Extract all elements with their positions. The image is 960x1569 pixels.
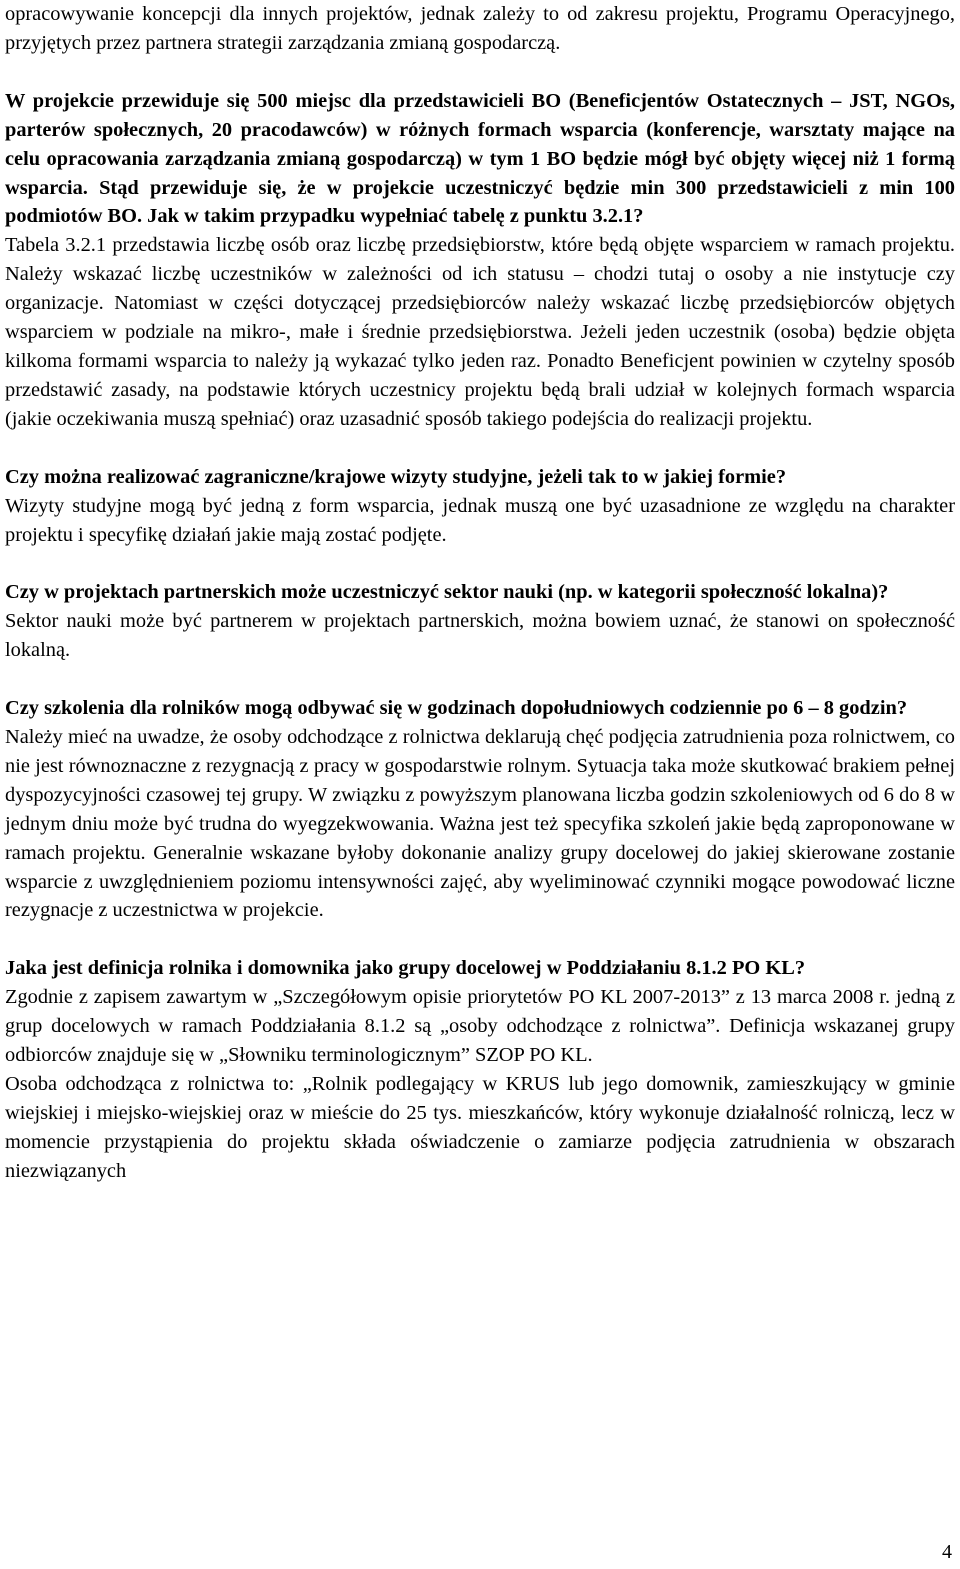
paragraph-spacer [5,925,955,954]
answer-farmer-definition: Zgodnie z zapisem zawartym w „Szczegółowym opisie priorytetów PO KL 2007-2013” z 13 marca 2008 r. jedną z grup docelowych w ramach Poddziałania 8.1.2 są „osoby odchodzące z rolnictwa”. Definicja wskazanej grupy odbiorców znajduje się w „Słowniku terminologicznym” SZOP PO KL. [5,986,955,1067]
question-science-sector: Czy w projektach partnerskich może uczestniczyć sektor nauki (np. w kategorii społeczność lokalna)? [5,581,889,604]
answer-farmer-definition-continued: Osoba odchodząca z rolnictwa to: „Rolnik podlegający w KRUS lub jego domownik, zamieszkujący w gminie wiejskiej i miejsko-wiejskiej oraz w mieście do 25 tys. mieszkańców, który wykonuje działalność rolniczą, lecz w momencie przystąpienia do projektu składa oświadczenie o zamiarze podjęcia zatrudnienia w obszarach niezwiązanych [5,1073,955,1182]
page-number: 4 [942,1541,952,1563]
document-page [5,0,955,1186]
intro-continuation-paragraph: opracowywanie koncepcji dla innych projektów, jednak zależy to od zakresu projektu, Programu Operacyjnego, przyjętych przez partnera strategii zarządzania zmianą gospodarczą. [5,3,955,54]
answer-study-visits: Wizyty studyjne mogą być jedną z form wsparcia, jednak muszą one być uzasadnione ze względu na charakter projektu i specyfikę działań jakie mają zostać podjęte. [5,494,955,546]
paragraph-spacer [5,434,955,463]
paragraph-spacer [5,549,955,578]
paragraph-spacer [5,665,955,694]
answer-table-321: Tabela 3.2.1 przedstawia liczbę osób oraz liczbę przedsiębiorstw, które będą objęte wsparciem w ramach projektu. Należy wskazać liczbę uczestników w zależności od ich statusu – chodzi tutaj o osoby a nie instytucje czy organizacje. Natomiast w części dotyczącej przedsiębiorców należy wskazać liczbę przedsiębiorców objętych wsparciem w podziale na mikro-, małe i średnie przedsiębiorstwa. Jeżeli jeden uczestnik (osoba) będzie objęta kilkoma formami wsparcia to należy ją wykazać tylko jeden raz. Ponadto Beneficjent powinien w czytelny sposób przedstawić zasady, na podstawie których uczestnicy projektu będą brali udział w kolejnych formach wsparcia (jakie oczekiwania muszą spełniać) oraz uzasadnić sposób takiego podejścia do realizacji projektu. [5,234,955,430]
question-study-visits: Czy można realizować zagraniczne/krajowe wizyty studyjne, jeżeli tak to w jakiej formie? [5,465,787,488]
question-500-places: W projekcie przewiduje się 500 miejsc dla przedstawicieli BO (Beneficjentów Ostatecznych – JST, NGOs, parterów społecznych, 20 pracodawców) w różnych formach wsparcia (konferencje, warsztaty mające na celu opracowania zarządzania zmianą gospodarczą) w tym 1 BO będzie mógł być objęty więcej niż 1 formą wsparcia. Stąd przewiduje się, że w projekcie uczestniczyć będzie min 300 przedstawicieli z min 100 podmiotów BO. Jak w takim przypadku wypełniać tabelę z punktu 3.2.1? [5,89,955,228]
question-farmer-definition: Jaka jest definicja rolnika i domownika jako grupy docelowej w Poddziałaniu 8.1.2 PO KL? [5,957,806,980]
paragraph-spacer [5,58,955,87]
answer-science-sector: Sektor nauki może być partnerem w projektach partnerskich, można bowiem uznać, że stanowi on społeczność lokalną. [5,610,955,662]
answer-farmer-training: Należy mieć na uwadze, że osoby odchodzące z rolnictwa deklarują chęć podjęcia zatrudnienia poza rolnictwem, co nie jest równoznaczne z rezygnacją z pracy w gospodarstwie rolnym. Sytuacja taka może skutkować brakiem pełnej dyspozycyjności czasowej tej grupy. W związku z powyższym planowana liczba godzin szkoleniowych od 6 do 8 w jednym dniu może być trudna do wyegzekwowania. Ważna jest też specyfika szkoleń jakie będą zaproponowane w ramach projektu. Generalnie wskazane byłoby dokonanie analizy grupy docelowej do jakiej skierowane zostanie wsparcie z uwzględnieniem poziomu intensywności zajęć, aby wyeliminować czynniki mogące powodować liczne rezygnacje z uczestnictwa w projekcie. [5,726,955,922]
question-farmer-training: Czy szkolenia dla rolników mogą odbywać się w godzinach dopołudniowych codziennie po 6 – 8 godzin? [5,697,908,720]
